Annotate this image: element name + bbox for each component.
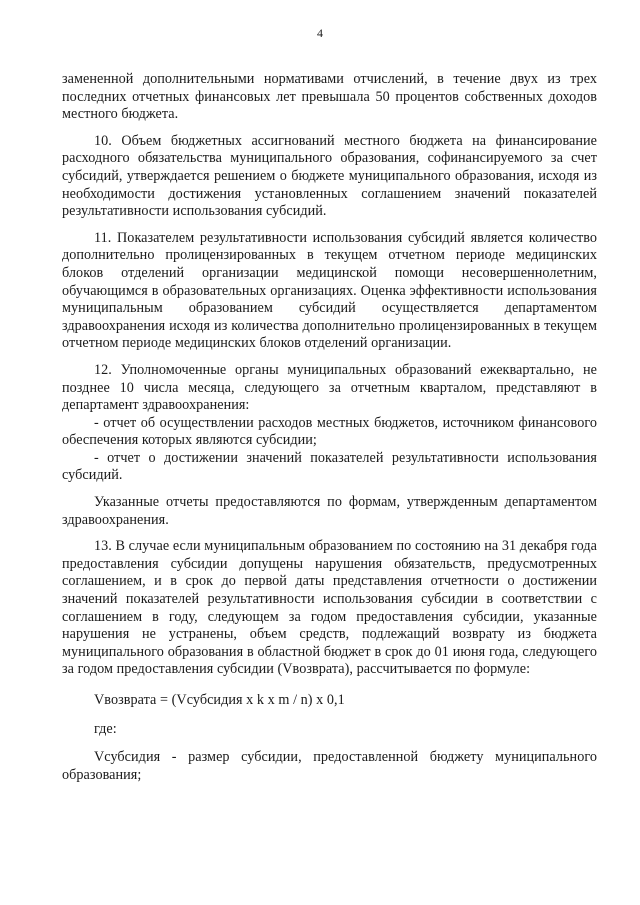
list-item-results-report: - отчет о достижении значений показателей результативности использования субсидий. <box>62 449 597 484</box>
document-body <box>62 71 597 784</box>
paragraph-report-forms: Указанные отчеты предоставляются по формам, утвержденным департаментом здравоохранения. <box>62 494 597 528</box>
paragraph-11: 11. Показателем результативности использования субсидий является количество дополнительно пролицензированных в текущем отчетном периоде медицинских блоков отделений организации медицинской помощи несовершеннолетним, обучающимся в образовательных организациях. Оценка эффективности использования муниципальным образованием субсидий осуществляется департаментом здравоохранения исходя из количества дополнительно пролицензированных в текущем отчетном периоде медицинских блоков отделений организации. <box>62 229 597 352</box>
definition-vsubsidy: Vсубсидия - размер субсидии, предоставленной бюджету муниципального образования; <box>62 749 597 783</box>
paragraph-continuation: замененной дополнительными нормативами отчислений, в течение двух из трех последних отчетных финансовых лет превышала 50 процентов собственных доходов местного бюджета. <box>62 71 597 123</box>
formula: Vвозврата = (Vсубсидия x k x m / n) x 0,1 <box>94 692 345 708</box>
list-item-expense-report: - отчет об осуществлении расходов местных бюджетов, источником финансового обеспечения которых являются субсидии; <box>62 414 597 449</box>
paragraph-12: 12. Уполномоченные органы муниципальных образований ежеквартально, не позднее 10 числа месяца, следующего за отчетным кварталом, представляют в департамент здравоохранения: <box>62 361 597 414</box>
paragraph-10: 10. Объем бюджетных ассигнований местного бюджета на финансирование расходного обязательства муниципального образования, софинансируемого за счет субсидий, утверждается решением о бюджете муниципального образования, исходя из необходимости достижения установленных соглашением значений показателей результативности использования субсидий. <box>62 132 597 220</box>
paragraph-13: 13. В случае если муниципальным образованием по состоянию на 31 декабря года предоставления субсидии допущены нарушения обязательств, предусмотренных соглашением, и в срок до первой даты представления отчетности о достижении значений показателей результативности использования субсидии в соответствии с соглашением в году, следующем за годом предоставления субсидии, указанные нарушения не устранены, объем средств, подлежащий возврату из бюджета муниципального образования в областной бюджет в срок до 01 июня года, следующего за годом предоставления субсидии (Vвозврата), рассчитывается по формуле: <box>62 538 597 678</box>
formula-where: где: <box>94 720 117 737</box>
page-number: 4 <box>317 26 323 40</box>
